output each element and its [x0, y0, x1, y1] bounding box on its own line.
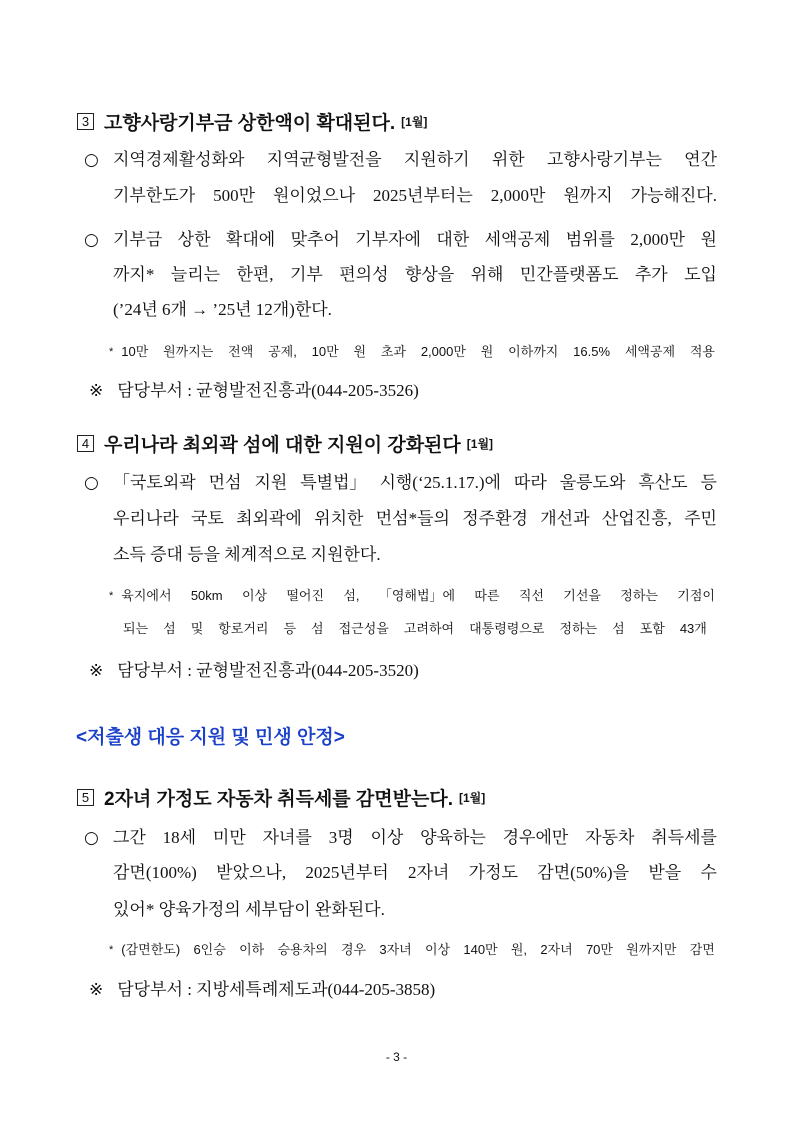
bullet-mark: ○ [84, 230, 99, 250]
word: 있어* 양육가정의 세부담이 완화된다. [113, 900, 385, 919]
word: 늘리는 [170, 265, 221, 284]
word: 대통령령으로 [469, 621, 545, 636]
word: 민간플랫폼도 [519, 265, 619, 284]
department-contact [89, 661, 419, 681]
footnote [109, 344, 715, 360]
word: 기부 [289, 265, 323, 284]
word: 「국토외곽 [113, 473, 196, 492]
word: 국토 [191, 509, 224, 528]
word: 원까지는 [163, 344, 214, 359]
word: 10만 [121, 344, 149, 359]
word: 이상 [241, 588, 268, 603]
bullet-mark: ○ [84, 828, 99, 848]
word: 육지에서 [121, 588, 172, 603]
word: 우리나라 [113, 509, 179, 528]
footnote-text [121, 588, 715, 604]
section-heading-3 [77, 108, 427, 135]
word: 경우 [340, 942, 367, 957]
department-text: 담당부서 : 균형발전진흥과(044-205-3520) [117, 661, 419, 680]
word: 세액공제 [624, 344, 676, 359]
footnote [109, 942, 715, 958]
word: 특별법」 [300, 473, 367, 492]
word: 이상 [370, 828, 404, 847]
word: 50km [190, 588, 223, 603]
word: 정주환경 [462, 509, 528, 528]
word: 항로거리 [218, 621, 269, 636]
word: 원 [353, 344, 367, 359]
paragraph-line [113, 509, 717, 529]
paragraph-line [113, 828, 717, 848]
section-title: 우리나라 최외곽 섬에 대한 지원이 강화된다 [104, 435, 461, 456]
section-heading-5 [77, 784, 485, 811]
word: 최외곽에 [236, 509, 302, 528]
word: 까지* [113, 265, 155, 284]
paragraph-line [113, 300, 717, 320]
word: 원까지만 [626, 942, 677, 957]
word: 수 [700, 863, 717, 882]
word: 자동차 [585, 828, 635, 847]
word: 개선과 [540, 509, 590, 528]
word: 지원 [254, 473, 288, 492]
page-number: - 3 - [385, 1050, 408, 1064]
word: 시행(‘25.1.17.)에 [379, 473, 501, 492]
word: 기점이 [677, 588, 715, 603]
word: 2025년부터는 [373, 186, 473, 205]
footnote-star: * [109, 590, 114, 602]
word: 및 [190, 621, 204, 636]
word: 섬 [163, 621, 176, 636]
reference-mark: ※ [89, 980, 104, 999]
word: 기부자에 [355, 230, 421, 249]
word: 6인승 [193, 942, 226, 957]
word: 자녀를 [262, 828, 312, 847]
word: 직선 [518, 588, 544, 603]
paragraph-line [113, 900, 717, 920]
word: 편의성 [339, 265, 389, 284]
word: 확대에 [225, 230, 276, 249]
word: 500만 [213, 186, 256, 205]
section-number-box: 4 [77, 435, 94, 452]
word: 향상을 [404, 265, 455, 284]
word: 18세 [162, 828, 197, 847]
word: 소득 증대 등을 체계적으로 지원한다. [113, 545, 381, 564]
word: 섬, [343, 588, 360, 603]
bullet-mark: ○ [84, 150, 99, 170]
word: 취득세를 [651, 828, 717, 847]
word: 고향사랑기부는 [546, 150, 662, 169]
word: 원 [700, 230, 717, 249]
word: 2,000만 [490, 186, 546, 205]
word: 기선을 [563, 588, 601, 603]
word: 미만 [212, 828, 246, 847]
word: 따라 [513, 473, 547, 492]
word: 등 [283, 621, 297, 636]
footnote-text [121, 942, 715, 958]
word: 받았으나, [216, 863, 287, 882]
word: 이하 [239, 942, 265, 957]
department-contact [89, 381, 419, 401]
paragraph-line [113, 473, 717, 493]
word: 2자녀 [408, 863, 450, 882]
word: 흑산도 [638, 473, 688, 492]
word: 정하는 [620, 588, 658, 603]
word: 원, [510, 942, 528, 957]
word: 전액 [228, 344, 254, 359]
word: 떨어진 [286, 588, 325, 603]
section-month: [1월] [401, 115, 428, 129]
word: 적용 [689, 344, 715, 359]
word: 섬 [612, 621, 625, 636]
word: 승용차의 [277, 942, 328, 957]
word: 포함 [639, 621, 665, 636]
section-title: 2자녀 가정도 자동차 취득세를 감면받는다. [104, 789, 453, 810]
word: 기부금 [113, 230, 163, 249]
section-group-title: <저출생 대응 지원 및 민생 안정> [76, 727, 345, 748]
section-number-box: 3 [77, 113, 94, 130]
word: 원이었으나 [272, 186, 356, 205]
word: 받을 [648, 863, 682, 882]
word: 기부한도가 [113, 186, 196, 205]
word: 산업진흥, [601, 509, 672, 528]
word: 섬 [311, 621, 324, 636]
word: 그간 [113, 828, 146, 847]
word: 추가 [634, 265, 668, 284]
section-heading-4 [77, 430, 493, 457]
footnote-continuation [123, 621, 707, 637]
word: 지역경제활성화와 [113, 150, 245, 169]
word: 16.5% [573, 344, 611, 359]
word: 대한 [436, 230, 470, 249]
word: 위치한 [314, 509, 364, 528]
department-contact [89, 980, 435, 1000]
word: 140만 [463, 942, 498, 957]
word: 정하는 [559, 621, 598, 636]
footnote-star: * [109, 346, 114, 358]
word: 초과 [380, 344, 406, 359]
reference-mark: ※ [89, 381, 104, 400]
word: 도입 [684, 265, 717, 284]
word: 울릉도와 [559, 473, 626, 492]
paragraph-line [113, 230, 717, 250]
word: 연간 [684, 150, 717, 169]
word: 지역균형발전을 [266, 150, 382, 169]
word: 지원하기 [403, 150, 470, 169]
paragraph-line [113, 150, 717, 170]
footnote-star: * [109, 944, 114, 956]
word: 가능해진다. [630, 186, 717, 205]
paragraph-line [113, 265, 717, 285]
department-text: 담당부서 : 지방세특례제도과(044-205-3858) [117, 980, 436, 999]
section-number-box: 5 [77, 789, 94, 806]
word: 맞추어 [290, 230, 340, 249]
word: 공제, [268, 344, 297, 359]
word: (감면한도) [121, 942, 181, 957]
word: 「영해법」에 [378, 588, 456, 603]
word: 따른 [474, 588, 500, 603]
word: 주민 [684, 509, 717, 528]
paragraph-line [113, 186, 717, 206]
word: 10만 [311, 344, 339, 359]
paragraph-line [113, 545, 717, 565]
word: (’24년 6개 → ’25년 12개)한다. [113, 300, 332, 319]
section-month: [1월] [458, 791, 486, 805]
department-text: 담당부서 : 균형발전진흥과(044-205-3526) [117, 381, 419, 400]
word: 접근성을 [338, 621, 389, 636]
word: 먼섬*들의 [375, 509, 450, 528]
word: 감면 [689, 942, 715, 957]
bullet-mark: ○ [84, 473, 99, 493]
word: 되는 [123, 621, 149, 636]
section-month: [1월] [466, 437, 494, 451]
word: 3명 [328, 828, 354, 847]
word: 감면(50%)을 [537, 863, 630, 882]
word: 등 [700, 473, 717, 492]
word: 범위를 [565, 230, 615, 249]
word: 2,000만 [630, 230, 686, 249]
footnote [109, 588, 715, 604]
section-title: 고향사랑기부금 상한액이 확대된다. [104, 113, 396, 134]
word: 2자녀 [540, 942, 573, 957]
word: 70만 [585, 942, 613, 957]
word: 원 [480, 344, 494, 359]
footnote-text [121, 344, 715, 360]
word: 경우에만 [502, 828, 569, 847]
word: 양육하는 [420, 828, 486, 847]
word: 위해 [470, 265, 504, 284]
word: 2025년부터 [305, 863, 389, 882]
word: 가정도 [468, 863, 518, 882]
word: 원까지 [563, 186, 613, 205]
word: 세액공제 [484, 230, 551, 249]
word: 이하까지 [508, 344, 559, 359]
word: 이상 [424, 942, 451, 957]
word: 먼섬 [208, 473, 242, 492]
word: 한편, [236, 265, 274, 284]
word: 감면(100%) [113, 863, 197, 882]
word: 3자녀 [379, 942, 412, 957]
word: 고려하여 [403, 621, 455, 636]
word: 위한 [491, 150, 525, 169]
word: 상한 [177, 230, 211, 249]
reference-mark: ※ [89, 661, 104, 680]
word: 43개 [679, 621, 707, 636]
paragraph-line [113, 863, 717, 883]
word: 2,000만 [420, 344, 466, 359]
